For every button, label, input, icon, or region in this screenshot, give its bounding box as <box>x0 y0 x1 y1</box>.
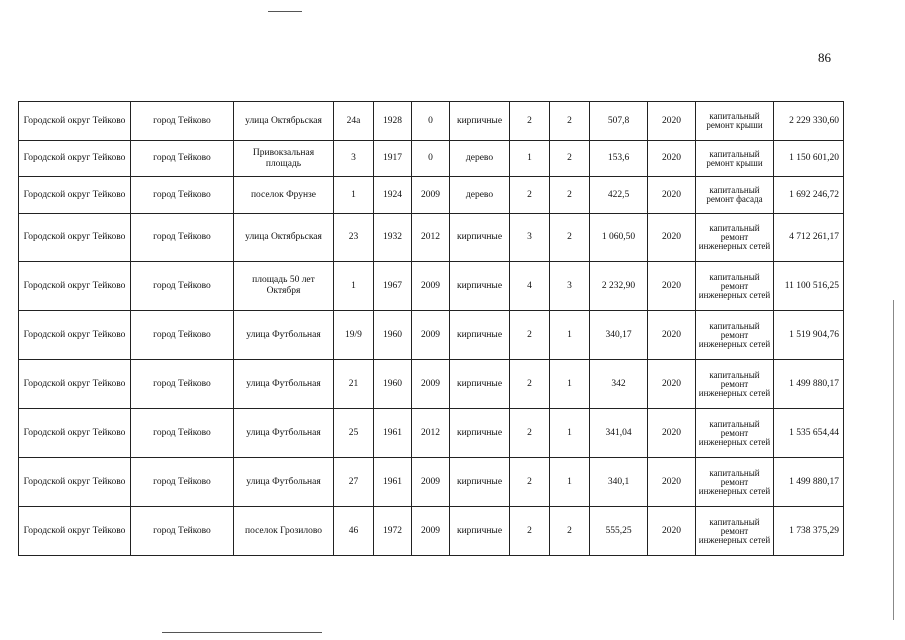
wall-material-cell: дерево <box>450 141 510 177</box>
last-repair-year-cell: 2009 <box>412 458 450 507</box>
house-number-cell: 1 <box>334 262 374 311</box>
plan-year-cell: 2020 <box>648 360 696 409</box>
year-built-cell: 1961 <box>374 458 412 507</box>
last-repair-year-cell: 2009 <box>412 177 450 214</box>
cost-cell: 2 229 330,60 <box>774 102 844 141</box>
plan-year-cell: 2020 <box>648 311 696 360</box>
street-cell: улица Октябрьская <box>234 102 334 141</box>
wall-material-cell: кирпичные <box>450 409 510 458</box>
work-type-cell: капитальный ремонт инженерных сетей <box>696 360 774 409</box>
settlement-cell: город Тейково <box>131 177 234 214</box>
work-type-cell: капитальный ремонт крыши <box>696 102 774 141</box>
cost-cell: 1 519 904,76 <box>774 311 844 360</box>
table-row <box>19 262 844 311</box>
wall-material-cell: кирпичные <box>450 102 510 141</box>
house-number-cell: 25 <box>334 409 374 458</box>
floors-cell: 3 <box>510 214 550 262</box>
street-cell: улица Октябрьская <box>234 214 334 262</box>
street-cell: улица Футбольная <box>234 311 334 360</box>
cost-cell: 1 150 601,20 <box>774 141 844 177</box>
year-built-cell: 1928 <box>374 102 412 141</box>
work-type-cell: капитальный ремонт инженерных сетей <box>696 409 774 458</box>
last-repair-year-cell: 2009 <box>412 360 450 409</box>
floors-cell: 2 <box>510 409 550 458</box>
municipality-cell: Городской округ Тейково <box>19 141 131 177</box>
table-row <box>19 177 844 214</box>
floors-cell: 2 <box>510 360 550 409</box>
house-number-cell: 1 <box>334 177 374 214</box>
scan-mark-top <box>268 11 302 12</box>
table-row <box>19 214 844 262</box>
entrances-cell: 2 <box>550 177 590 214</box>
plan-year-cell: 2020 <box>648 507 696 556</box>
street-cell: поселок Грозилово <box>234 507 334 556</box>
settlement-cell: город Тейково <box>131 102 234 141</box>
settlement-cell: город Тейково <box>131 458 234 507</box>
street-cell: поселок Фрунзе <box>234 177 334 214</box>
table-row <box>19 311 844 360</box>
work-type-cell: капитальный ремонт фасада <box>696 177 774 214</box>
house-number-cell: 46 <box>334 507 374 556</box>
floors-cell: 1 <box>510 141 550 177</box>
floors-cell: 2 <box>510 177 550 214</box>
house-number-cell: 19/9 <box>334 311 374 360</box>
scan-mark-bottom <box>162 632 322 633</box>
cost-cell: 1 535 654,44 <box>774 409 844 458</box>
house-number-cell: 23 <box>334 214 374 262</box>
area-cell: 342 <box>590 360 648 409</box>
work-type-cell: капитальный ремонт инженерных сетей <box>696 458 774 507</box>
settlement-cell: город Тейково <box>131 141 234 177</box>
house-number-cell: 3 <box>334 141 374 177</box>
entrances-cell: 2 <box>550 214 590 262</box>
plan-year-cell: 2020 <box>648 141 696 177</box>
municipality-cell: Городской округ Тейково <box>19 409 131 458</box>
area-cell: 555,25 <box>590 507 648 556</box>
wall-material-cell: кирпичные <box>450 214 510 262</box>
municipality-cell: Городской округ Тейково <box>19 262 131 311</box>
year-built-cell: 1961 <box>374 409 412 458</box>
wall-material-cell: дерево <box>450 177 510 214</box>
settlement-cell: город Тейково <box>131 360 234 409</box>
cost-cell: 1 499 880,17 <box>774 458 844 507</box>
table-row <box>19 507 844 556</box>
area-cell: 340,17 <box>590 311 648 360</box>
area-cell: 1 060,50 <box>590 214 648 262</box>
plan-year-cell: 2020 <box>648 458 696 507</box>
year-built-cell: 1924 <box>374 177 412 214</box>
area-cell: 2 232,90 <box>590 262 648 311</box>
page-number: 86 <box>818 50 831 65</box>
area-cell: 340,1 <box>590 458 648 507</box>
work-type-cell: капитальный ремонт инженерных сетей <box>696 507 774 556</box>
last-repair-year-cell: 0 <box>412 141 450 177</box>
floors-cell: 2 <box>510 458 550 507</box>
entrances-cell: 1 <box>550 311 590 360</box>
municipality-cell: Городской округ Тейково <box>19 311 131 360</box>
municipality-cell: Городской округ Тейково <box>19 102 131 141</box>
last-repair-year-cell: 2009 <box>412 262 450 311</box>
table-row <box>19 360 844 409</box>
area-cell: 153,6 <box>590 141 648 177</box>
table-row <box>19 409 844 458</box>
settlement-cell: город Тейково <box>131 214 234 262</box>
year-built-cell: 1932 <box>374 214 412 262</box>
plan-year-cell: 2020 <box>648 214 696 262</box>
scan-mark-right-edge <box>893 300 894 620</box>
year-built-cell: 1972 <box>374 507 412 556</box>
floors-cell: 2 <box>510 311 550 360</box>
cost-cell: 1 499 880,17 <box>774 360 844 409</box>
last-repair-year-cell: 2009 <box>412 311 450 360</box>
area-cell: 341,04 <box>590 409 648 458</box>
work-type-cell: капитальный ремонт инженерных сетей <box>696 214 774 262</box>
wall-material-cell: кирпичные <box>450 262 510 311</box>
street-cell: улица Футбольная <box>234 360 334 409</box>
plan-year-cell: 2020 <box>648 177 696 214</box>
wall-material-cell: кирпичные <box>450 458 510 507</box>
work-type-cell: капитальный ремонт инженерных сетей <box>696 262 774 311</box>
cost-cell: 11 100 516,25 <box>774 262 844 311</box>
year-built-cell: 1967 <box>374 262 412 311</box>
floors-cell: 4 <box>510 262 550 311</box>
entrances-cell: 1 <box>550 409 590 458</box>
work-type-cell: капитальный ремонт инженерных сетей <box>696 311 774 360</box>
settlement-cell: город Тейково <box>131 262 234 311</box>
area-cell: 422,5 <box>590 177 648 214</box>
last-repair-year-cell: 2012 <box>412 214 450 262</box>
municipality-cell: Городской округ Тейково <box>19 507 131 556</box>
entrances-cell: 3 <box>550 262 590 311</box>
cost-cell: 1 738 375,29 <box>774 507 844 556</box>
street-cell: площадь 50 лет Октября <box>234 262 334 311</box>
settlement-cell: город Тейково <box>131 311 234 360</box>
area-cell: 507,8 <box>590 102 648 141</box>
settlement-cell: город Тейково <box>131 507 234 556</box>
municipality-cell: Городской округ Тейково <box>19 214 131 262</box>
street-cell: улица Футбольная <box>234 409 334 458</box>
street-cell: улица Футбольная <box>234 458 334 507</box>
entrances-cell: 2 <box>550 507 590 556</box>
house-number-cell: 27 <box>334 458 374 507</box>
work-type-cell: капитальный ремонт крыши <box>696 141 774 177</box>
settlement-cell: город Тейково <box>131 409 234 458</box>
housing-repair-table <box>18 101 844 556</box>
plan-year-cell: 2020 <box>648 102 696 141</box>
plan-year-cell: 2020 <box>648 409 696 458</box>
wall-material-cell: кирпичные <box>450 360 510 409</box>
year-built-cell: 1917 <box>374 141 412 177</box>
table-row <box>19 141 844 177</box>
floors-cell: 2 <box>510 102 550 141</box>
street-cell: Привокзальная площадь <box>234 141 334 177</box>
last-repair-year-cell: 2012 <box>412 409 450 458</box>
year-built-cell: 1960 <box>374 360 412 409</box>
last-repair-year-cell: 2009 <box>412 507 450 556</box>
last-repair-year-cell: 0 <box>412 102 450 141</box>
entrances-cell: 2 <box>550 102 590 141</box>
wall-material-cell: кирпичные <box>450 507 510 556</box>
table-row <box>19 458 844 507</box>
year-built-cell: 1960 <box>374 311 412 360</box>
municipality-cell: Городской округ Тейково <box>19 458 131 507</box>
entrances-cell: 2 <box>550 141 590 177</box>
wall-material-cell: кирпичные <box>450 311 510 360</box>
municipality-cell: Городской округ Тейково <box>19 360 131 409</box>
house-number-cell: 24а <box>334 102 374 141</box>
cost-cell: 4 712 261,17 <box>774 214 844 262</box>
floors-cell: 2 <box>510 507 550 556</box>
entrances-cell: 1 <box>550 360 590 409</box>
entrances-cell: 1 <box>550 458 590 507</box>
plan-year-cell: 2020 <box>648 262 696 311</box>
municipality-cell: Городской округ Тейково <box>19 177 131 214</box>
table-row <box>19 102 844 141</box>
house-number-cell: 21 <box>334 360 374 409</box>
cost-cell: 1 692 246,72 <box>774 177 844 214</box>
